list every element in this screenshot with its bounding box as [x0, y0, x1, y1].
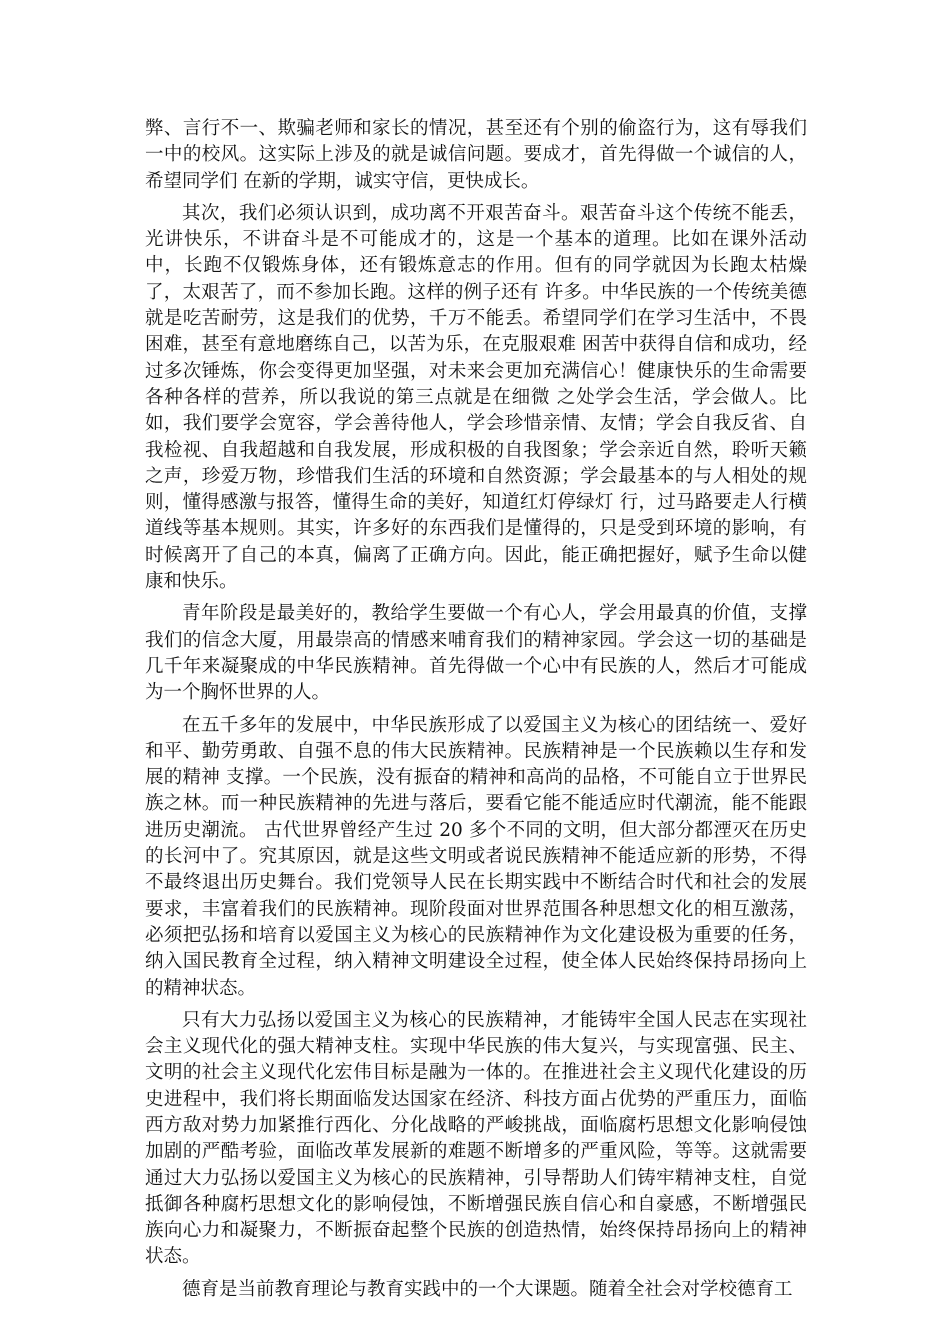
paragraph-4: 在五千多年的发展中，中华民族形成了以爱国主义为核心的团结统一、爱好和平、勤劳勇敢、自强不息的伟大民族精神。民族精神是一个民族赖以生存和发展的精神 支撑。一个民族，没有振奋的精神和高尚的品格，不可能自立于世界民族之林。而一种民族精神的先进与落后，要看它能不能适应时代潮流，能不能跟进历史潮流。 古代世界曾经产生过 20 多个不同的文明，但大部分都湮灭在历史的长河中了。究其原因，就是这些文明或者说民族精神不能适应新的形势，不得不最终退出历史舞台。我们党领导人民在长期实践中不断结合时代和社会的发展要求，丰富着我们的民族精神。现阶段面对世界范围各种思想文化的相互激荡，必须把弘扬和培育以爱国主义为核心的民族精神作为文化建设极为重要的任务，纳入国民教育全过程，纳入精神文明建设全过程，使全体人民始终保持昂扬向上的精神状态。 — [145, 714, 807, 999]
paragraph-2: 其次，我们必须认识到，成功离不开艰苦奋斗。艰苦奋斗这个传统不能丢，光讲快乐，不讲奋斗是不可能成才的，这是一个基本的道理。比如在课外活动中，长跑不仅锻炼身体，还有锻炼意志的作用。但有的同学就因为长跑太枯燥了，太艰苦了，而不参加长跑。这样的例子还有 许多。中华民族的一个传统美德就是吃苦耐劳，这是我们的优势，千万不能丢。希望同学们在学习生活中，不畏困难，甚至有意地磨练自己，以苦为乐，在克服艰难 困苦中获得自信和成功，经过多次锤炼，你会变得更加坚强，对未来会更加充满信心！健康快乐的生命需要各种各样的营养，所以我说的第三点就是在细微 之处学会生活，学会做人。比如，我们要学会宽容，学会善待他人，学会珍惜亲情、友情；学会自我反省、自我检视、自我超越和自我发展，形成积极的自我图象；学会亲近自然，聆听天籁之声，珍爱万物，珍惜我们生活的环境和自然资源；学会最基本的与人相处的规则，懂得感激与报答，懂得生命的美好，知道红灯停绿灯 行，过马路要走人行横道线等基本规则。其实，许多好的东西我们是懂得的，只是受到环境的影响，有时候离开了自己的本真，偏离了正确方向。因此，能正确把握好，赋予生命以健康和快乐。 — [145, 202, 807, 593]
paragraph-6: 德育是当前教育理论与教育实践中的一个大课题。随着全社会对学校德育工 — [182, 1278, 793, 1300]
paragraph-3: 青年阶段是最美好的，教给学生要做一个有心人，学会用最真的价值，支撑我们的信念大厦，用最崇高的情感来哺育我们的精神家园。学会这一切的基础是几千年来凝聚成的中华民族精神。首先得做一个心中有民族的人，然后才可能成为一个胸怀世界的人。 — [145, 603, 807, 704]
document-page — [145, 116, 807, 1309]
paragraph-5: 只有大力弘扬以爱国主义为核心的民族精神，才能铸牢全国人民志在实现社会主义现代化的强大精神支柱。实现中华民族的伟大复兴，与实现富强、民主、文明的社会主义现代化宏伟目标是融为一体的。在推进社会主义现代化建设的历史进程中，我们将长期面临发达国家在经济、科技方面占优势的严重压力，面临西方敌对势力加紧推行西化、分化战略的严峻挑战，面临腐朽思想文化影响侵蚀加剧的严酷考验，面临改革发展新的难题不断增多的严重风险，等等。这就需要通过大力弘扬以爱国主义为核心的民族精神，引导帮助人们铸牢精神支柱，自觉抵御各种腐朽思想文化的影响侵蚀，不断增强民族自信心和自豪感，不断增强民族向心力和凝聚力，不断振奋起整个民族的创造热情，始终保持昂扬向上的精神状态。 — [145, 1009, 807, 1268]
paragraph-1: 弊、言行不一、欺骗老师和家长的情况，甚至还有个别的偷盗行为，这有辱我们一中的校风。这实际上涉及的就是诚信问题。要成才，首先得做一个诚信的人，希望同学们 在新的学期，诚实守信，更快成长。 — [145, 118, 807, 192]
